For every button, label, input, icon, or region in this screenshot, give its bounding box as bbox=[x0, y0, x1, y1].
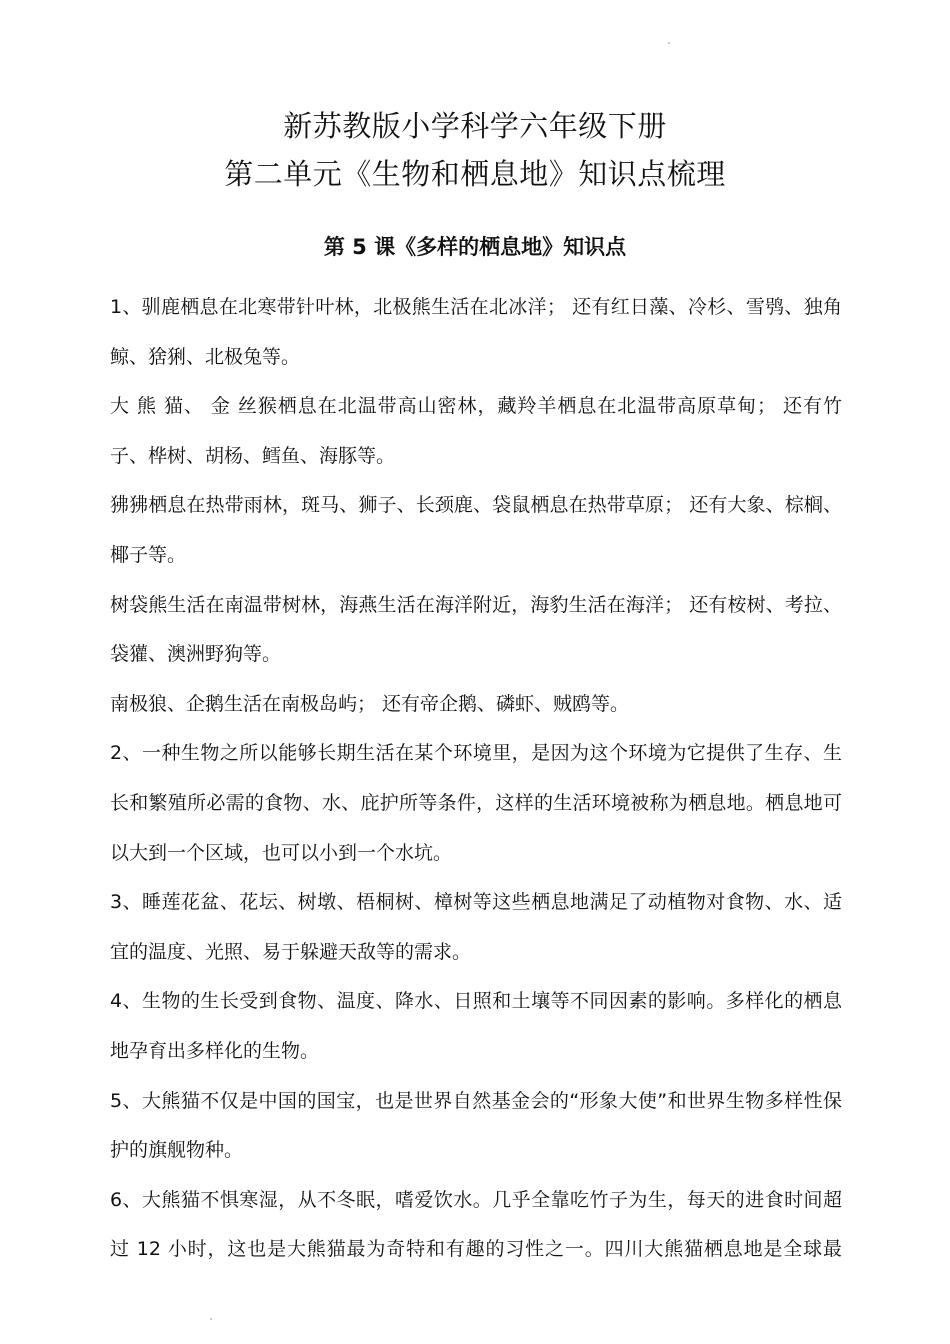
paragraph-5: 南极狼、企鹅生活在南极岛屿； 还有帝企鹅、磷虾、贼鸥等。 bbox=[110, 692, 630, 715]
paragraph-6: 2、一种生物之所以能够长期生活在某个环境里，是因为这个环境为它提供了生存、生长和繁殖所必需的食物、水、庇护所等条件，这样的生活环境被称为栖息地。栖息地可以大到一个区域，也可以小到一个水坑。 bbox=[110, 742, 842, 864]
lesson-heading: 第 5 课《多样的栖息地》知识点 bbox=[323, 235, 627, 259]
paragraph-7: 3、睡莲花盆、花坛、树墩、梧桐树、樟树等这些栖息地满足了动植物对食物、水、适宜的温度、光照、易于躲避天敌等的需求。 bbox=[110, 891, 842, 963]
scan-speck bbox=[210, 1318, 212, 1320]
paragraph-4: 树袋熊生活在南温带树林，海燕生活在海洋附近，海豹生活在海洋； 还有桉树、考拉、袋獾、澳洲野狗等。 bbox=[110, 593, 842, 666]
scan-speck bbox=[668, 42, 670, 44]
paragraph-2: 大 熊 猫、 金 丝猴栖息在北温带高山密林，藏羚羊栖息在北温带高原草甸； 还有竹子、桦树、胡杨、鳕鱼、海豚等。 bbox=[110, 395, 842, 467]
paragraph-3: 狒狒栖息在热带雨林，斑马、狮子、长颈鹿、袋鼠栖息在热带草原； 还有大象、棕榈、椰子等。 bbox=[110, 494, 842, 566]
paragraph-10: 6、大熊猫不惧寒湿，从不冬眠，嗜爱饮水。几乎全靠吃竹子为生，每天的进食时间超过 12 小时，这也是大熊猫最为奇特和有趣的习性之一。四川大熊猫栖息地是全球最 bbox=[110, 1188, 842, 1261]
paragraph-9: 5、大熊猫不仅是中国的国宝，也是世界自然基金会的“形象大使”和世界生物多样性保护的旗舰物种。 bbox=[110, 1089, 842, 1162]
document-body bbox=[110, 283, 842, 1275]
paragraph-1: 1、驯鹿栖息在北寒带针叶林，北极熊生活在北冰洋； 还有红日藻、冷杉、雪鸮、独角鲸、猞猁、北极兔等。 bbox=[110, 296, 842, 368]
paragraph-8: 4、生物的生长受到食物、温度、降水、日照和土壤等不同因素的影响。多样化的栖息地孕育出多样化的生物。 bbox=[110, 990, 842, 1062]
document-title-line1: 新苏教版小学科学六年级下册 bbox=[283, 109, 667, 143]
document-title-line2: 第二单元《生物和栖息地》知识点梳理 bbox=[224, 157, 726, 191]
